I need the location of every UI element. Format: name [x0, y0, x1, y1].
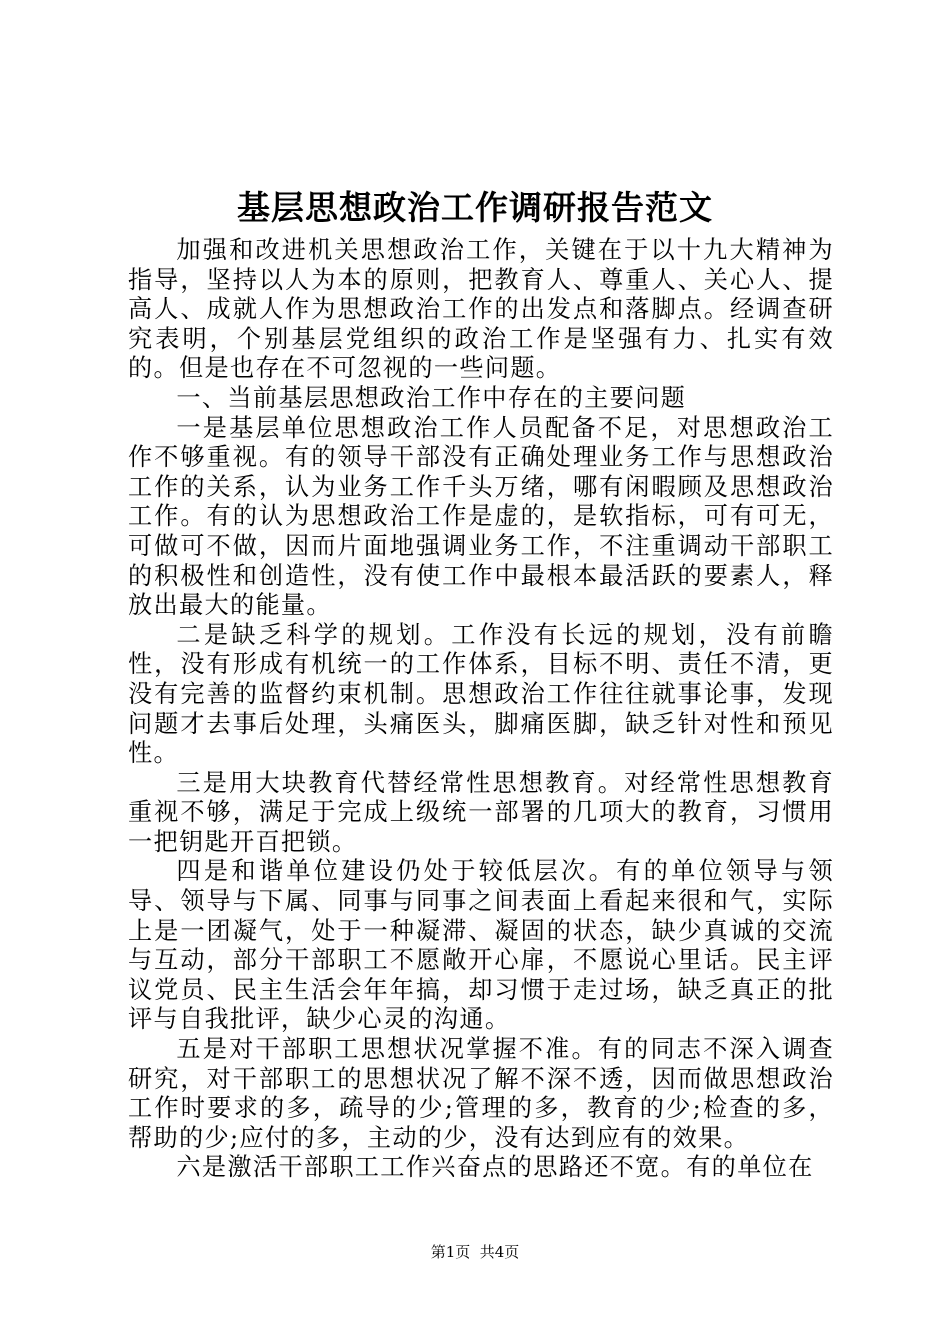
page-footer	[0, 1242, 950, 1262]
paragraph-problem-6: 六是激活干部职工工作兴奋点的思路还不宽。有的单位在	[176, 1153, 814, 1182]
section-heading-main-problems: 一、当前基层思想政治工作中存在的主要问题	[176, 383, 687, 412]
paragraph-intro: 加强和改进机关思想政治工作，关键在于以十九大精神为指导，坚持以人为本的原则，把教育人、尊重人、关心人、提高人、成就人作为思想政治工作的出发点和落脚点。经调查研究表明，个别基层党组织的政治工作是坚强有力、扎实有效的。但是也存在不可忽视的一些问题。	[128, 236, 834, 383]
document-body	[128, 236, 834, 1183]
paragraph-problem-4: 四是和谐单位建设仍处于较低层次。有的单位领导与领导、领导与下属、同事与同事之间表面上看起来很和气，实际上是一团凝气，处于一种凝滞、凝固的状态，缺少真诚的交流与互动，部分干部职工不愿敞开心扉，不愿说心里话。民主评议党员、民主生活会年年搞，却习惯于走过场，缺乏真正的批评与自我批评，缺少心灵的沟通。	[128, 857, 834, 1034]
page-number: 第1页 共4页	[430, 1243, 520, 1261]
paragraph-problem-3: 三是用大块教育代替经常性思想教育。对经常性思想教育重视不够，满足于完成上级统一部署的几项大的教育，习惯用一把钥匙开百把锁。	[128, 768, 834, 856]
paragraph-problem-2: 二是缺乏科学的规划。工作没有长远的规划，没有前瞻性，没有形成有机统一的工作体系，目标不明、责任不清，更没有完善的监督约束机制。思想政治工作往往就事论事，发现问题才去事后处理，头痛医头，脚痛医脚，缺乏针对性和预见性。	[128, 620, 834, 768]
paragraph-problem-1: 一是基层单位思想政治工作人员配备不足，对思想政治工作不够重视。有的领导干部没有正确处理业务工作与思想政治工作的关系，认为业务工作千头万绪，哪有闲暇顾及思想政治工作。有的认为思想政治工作是虚的，是软指标，可有可无，可做可不做，因而片面地强调业务工作，不注重调动干部职工的积极性和创造性，没有使工作中最根本最活跃的要素人，释放出最大的能量。	[128, 413, 834, 620]
document-title: 基层思想政治工作调研报告范文	[237, 188, 713, 227]
paragraph-problem-5: 五是对干部职工思想状况掌握不准。有的同志不深入调查研究，对干部职工的思想状况了解不深不透，因而做思想政治工作时要求的多，疏导的少;管理的多，教育的少;检查的多，帮助的少;应付的多，主动的少，没有达到应有的效果。	[128, 1035, 834, 1152]
